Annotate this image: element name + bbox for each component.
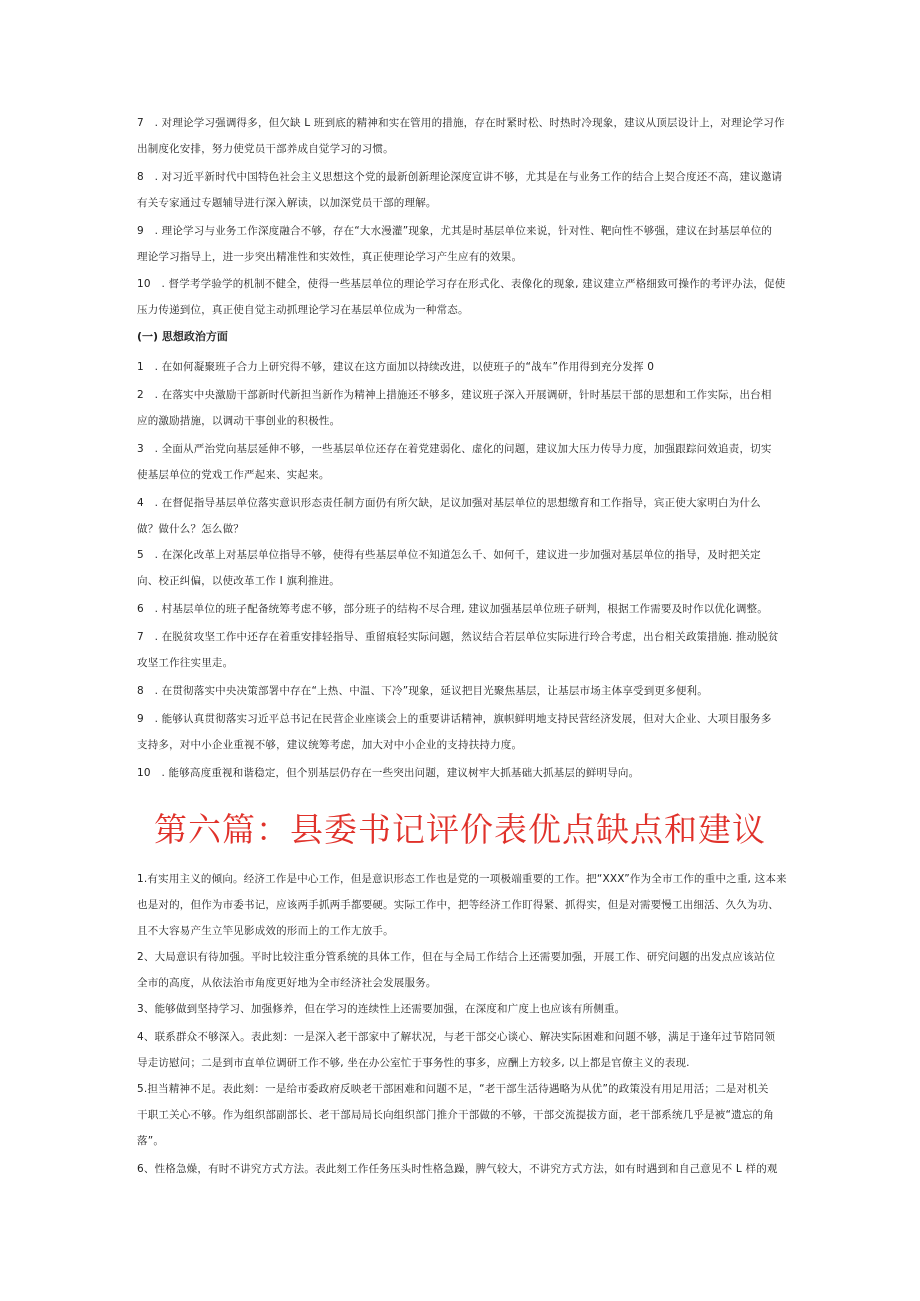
paragraph-line: 理论学习指导上，进一步突出精准性和实效性，真正使理论学习产生应有的效果。 bbox=[137, 251, 523, 263]
paragraph-line: 1 . 在如何凝聚班子合力上研究得不够，建议在这方面加以持续改进，以使班子的“战车”作用得到充分发挥 0 bbox=[137, 361, 655, 373]
paragraph-line: 3、能够做到坚持学习、加强修养，但在学习的连续性上还需要加强，在深度和广度上也应该有所侧重。 bbox=[137, 1003, 626, 1015]
paragraph-line: 做？做什么？怎么做？ bbox=[137, 523, 244, 535]
paragraph-line: 压力传递到位，真正使自觉主动抓理论学习在基层单位成为一种常态。 bbox=[137, 304, 469, 316]
evaluation-item-4 bbox=[137, 1024, 787, 1076]
paragraph-line: 且不大容易产生立竿见影成效的形而上的工作尢放手。 bbox=[137, 925, 394, 937]
political-item-7 bbox=[137, 624, 787, 676]
theory-study-item-10 bbox=[137, 271, 787, 323]
paragraph-line: 落”。 bbox=[137, 1135, 165, 1147]
political-item-3 bbox=[137, 436, 787, 488]
paragraph-line: 7 . 在脱贫攻坚工作中还存在着重安排轻指导、重留痕轻实际问题，然议结合若层单位实际进行玲合考虑，出台相关政策措施. 推动脱贫 bbox=[137, 631, 779, 643]
paragraph-line: 支持多，对中小企业重视不够，建议统筹考虑，加大对中小企业的支持扶持力度。 bbox=[137, 739, 523, 751]
evaluation-item-6 bbox=[137, 1156, 787, 1182]
paragraph-line: 10 . 能够高度重视和谐稳定，但个别基层仍存在一些突出问题，建议树牢大抓基础大抓基层的鲜明导向。 bbox=[137, 767, 640, 779]
paragraph-line: 导走访慰问；二是到市直单位调研工作不够, 坐在办公室忙于事务性的事多，应酬上方较多, 以上都是官僚主义的表现. bbox=[137, 1057, 690, 1069]
paragraph-line: 攻坚工作往实里走。 bbox=[137, 657, 234, 669]
political-item-5 bbox=[137, 542, 787, 594]
paragraph-line: 干职工关心不够。作为组织部副部长、老干部局局长向组织部门推介干部做的不够，干部交流提拔方面，老干部系统几乎是被“遗忘的角 bbox=[137, 1109, 774, 1121]
paragraph-line: 5 . 在深化改革上对基层单位指导不够，使得有些基层单位不知道怎么千、如何千，建议进一步加强对基层单位的指导，及时把关定 bbox=[137, 549, 761, 561]
paragraph-line: 6 . 村基层单位的班子配备统筹考虑不够，部分班子的结构不尽合理, 建议加强基层单位班子研判，根据工作需要及时作以优化调整。 bbox=[137, 603, 768, 615]
paragraph-line: 2、大局意识有待加强。平时比较注重分管系统的具体工作，但在与全局工作结合上还需要加强，开展工作、研究问题的出发点应该站位 bbox=[137, 951, 776, 963]
evaluation-item-3 bbox=[137, 996, 787, 1022]
paragraph-line: 向、校正纠偏，以使改革工作 I 旗利推进。 bbox=[137, 575, 340, 587]
paragraph-line: 8 . 对习近平新时代中国特色社会主义思想这个党的最新创新理论深度宣讲不够，尤其是在与业务工作的结合上契合度还不高，建议邀请 bbox=[137, 171, 783, 183]
theory-study-item-7 bbox=[137, 110, 787, 162]
paragraph-line: 4、联系群众不够深入。表此刻：一是深入老干部家中了解状况，与老干部交心谈心、解决实际困难和问题不够，满足于逢年过节陪同领 bbox=[137, 1031, 776, 1043]
theory-study-item-9 bbox=[137, 218, 787, 270]
paragraph-line: 有关专家通过专题辅导进行深入解读，以加深党员干部的理解。 bbox=[137, 197, 437, 209]
paragraph-line: 1.有实用主义的倾向。经济工作是中心工作，但是意识形态工作也是党的一项极端重要的工作。把“XXX”作为全市工作的重中之重, 这本来 bbox=[137, 873, 787, 885]
paragraph-line: 出制度化安排，努力使党员干部养成自觉学习的习惯。 bbox=[137, 143, 394, 155]
paragraph-line: 3 . 全面从严治党向基层延伸不够，一些基层单位还存在着党建弱化、虚化的问题，建议加大压力传导力度，加强跟踪问效追责，切实 bbox=[137, 443, 772, 455]
political-item-6 bbox=[137, 596, 787, 622]
paragraph-line: 2 . 在落实中央激励干部新时代新担当新作为精神上措施还不够多，建议班子深入开展调研，针时基层干部的思想和工作实际，出台相 bbox=[137, 389, 772, 401]
political-item-10 bbox=[137, 760, 787, 786]
paragraph-line: 5.担当精神不足。表此刻：一是给市委政府反映老干部困难和问题不足，“老干部生活待遇略为从优”的政策没有用足用活；二是对机关 bbox=[137, 1083, 769, 1095]
paragraph-line: 4 . 在督促指导基层单位落实意识形态责任制方面仍有所欠缺，足议加强对基层单位的思想缴育和工作指导，宾正使大家明白为什么 bbox=[137, 497, 761, 509]
paragraph-line: 6、性格急燥，有时不讲究方式方法。表此刻工作任务压头时性格急躁，脾气较大，不讲究方式方法，如有时遇到和自己意见不 L 样的观 bbox=[137, 1163, 778, 1175]
paragraph-line: 使基层单位的党戏工作严起来、实起来。 bbox=[137, 469, 330, 481]
political-item-8 bbox=[137, 678, 787, 704]
paragraph-line: 10 . 督学考学验学的机制不健全，使得一些基层单位的理论学习存在形式化、表像化的现象, 建议建立严格细致可操作的考评办法，促使 bbox=[137, 278, 786, 290]
paragraph-line: 9 . 能够认真贯彻落实习近平总书记在民营企业座谈会上的重要讲话精神，旗帜鲜明地支持民营经济发展，但对大企业、大项目服务多 bbox=[137, 713, 772, 725]
paragraph-line: 8 . 在贯彻落实中央决策部署中存在“上热、中温、下冷”现象，延议把目光聚焦基层，让基层市场主体享受到更多便利。 bbox=[137, 685, 708, 697]
paragraph-line: 全市的高度，从依法治市角度更好地为全市经济社会发展服务。 bbox=[137, 977, 437, 989]
evaluation-item-2 bbox=[137, 944, 787, 996]
chapter-title: 第六篇：县委书记评价表优点缺点和建议 bbox=[154, 810, 766, 849]
evaluation-item-5 bbox=[137, 1076, 787, 1154]
paragraph-line: 7 . 对理论学习强调得多，但欠缺 L 班到底的精神和实在管用的措施，存在时紧时松、时热时冷现象，建议从顶层设计上，对理论学习作 bbox=[137, 117, 785, 129]
theory-study-item-8 bbox=[137, 164, 787, 216]
paragraph-line: 9 . 理论学习与业务工作深度融合不够，存在“大水漫灌”现象，尤其是时基层单位来说，针对性、靶向性不够强，建议在封基层单位的 bbox=[137, 225, 773, 237]
political-item-4 bbox=[137, 490, 787, 542]
political-item-2 bbox=[137, 382, 787, 434]
paragraph-line: 也是对的，但作为市委书记，应该两手抓两手都要硬。实际工作中，把等经济工作盯得紧、抓得实，但是对需要慢工出细活、久久为功、 bbox=[137, 899, 779, 911]
political-item-1 bbox=[137, 354, 787, 380]
paragraph-line: 应的激励措施，以调动干事创业的积极性。 bbox=[137, 415, 341, 427]
section-heading: (一) 思想政治方面 bbox=[137, 330, 228, 343]
political-item-9 bbox=[137, 706, 787, 758]
evaluation-item-1 bbox=[137, 866, 787, 944]
